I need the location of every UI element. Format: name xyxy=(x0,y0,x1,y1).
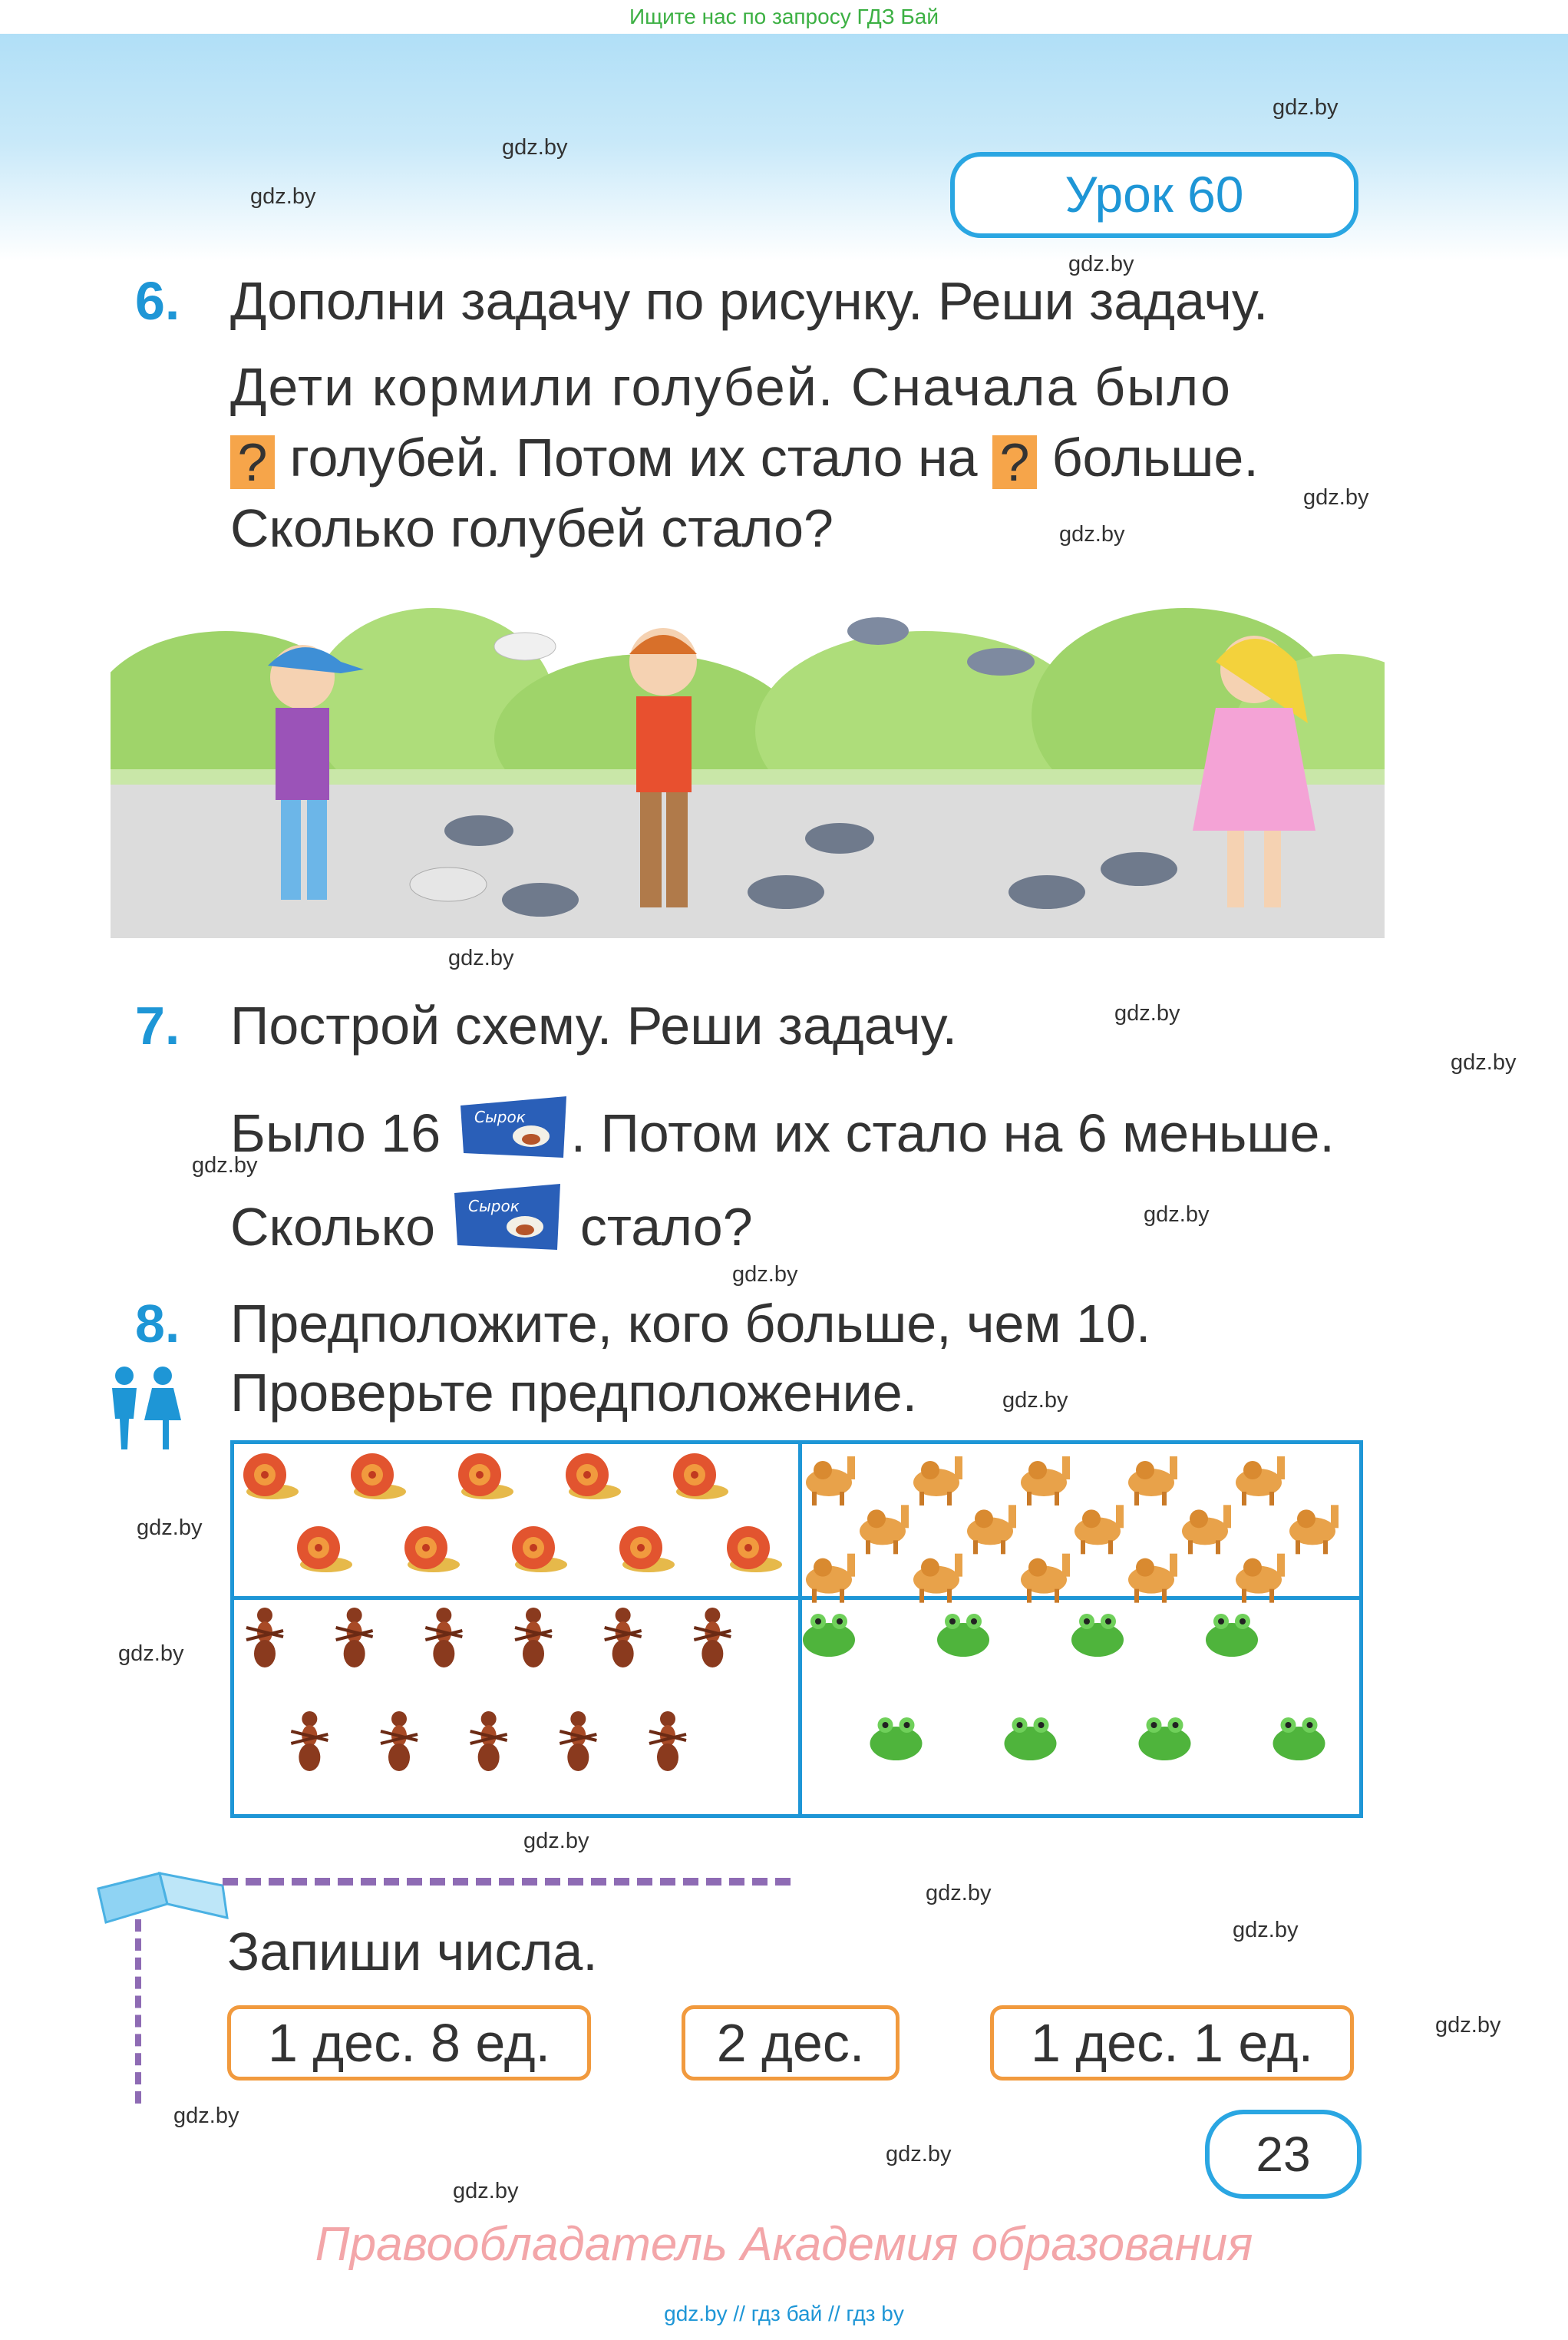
watermark: gdz.by xyxy=(502,135,568,160)
watermark: gdz.by xyxy=(1114,1001,1180,1026)
watermark: gdz.by xyxy=(453,2179,519,2203)
task-6-instruction: Дополни задачу по рисунку. Реши задачу. xyxy=(230,271,1269,331)
watermark: gdz.by xyxy=(137,1515,203,1540)
dashed-line xyxy=(223,1878,791,1886)
watermark: gdz.by xyxy=(1273,95,1339,120)
scene-svg xyxy=(111,577,1385,938)
watermark: gdz.by xyxy=(1059,522,1125,547)
unknown-box: ? xyxy=(230,435,275,489)
camel-icon xyxy=(967,1505,1016,1554)
pair-work-icon xyxy=(98,1365,190,1455)
frog-icon xyxy=(870,1717,923,1760)
watermark: gdz.by xyxy=(1144,1202,1210,1227)
task-7-line2 xyxy=(230,1179,753,1268)
task-7-number: 7. xyxy=(135,996,180,1056)
task-7-line2-end: стало? xyxy=(579,1197,753,1257)
watermark: gdz.by xyxy=(1303,485,1369,510)
frog-icon xyxy=(803,1614,855,1657)
camel-icon xyxy=(1289,1505,1339,1554)
copyright: Правообладатель Академия образования xyxy=(315,2218,1253,2271)
frog-icon xyxy=(937,1614,989,1657)
snail-icon xyxy=(243,1453,299,1499)
ant-icon xyxy=(560,1711,596,1771)
frog-icon xyxy=(1273,1717,1325,1760)
watermark: gdz.by xyxy=(732,1262,798,1287)
task-6-line2-text: голубей. Потом их стало на xyxy=(289,428,978,488)
frog-icon xyxy=(1139,1717,1191,1760)
animals-grid xyxy=(230,1440,1363,1818)
task-8-number: 8. xyxy=(135,1294,180,1353)
task-6-line2 xyxy=(230,427,1259,492)
task-7-line1 xyxy=(230,1092,1335,1175)
snail-icon xyxy=(351,1453,406,1499)
ant-icon xyxy=(470,1711,507,1771)
camel-icon xyxy=(1128,1554,1177,1603)
ant-icon xyxy=(381,1711,418,1771)
camel-icon xyxy=(1074,1505,1124,1554)
ant-icon xyxy=(649,1711,686,1771)
snail-icon xyxy=(619,1526,675,1572)
task-7-instruction: Построй схему. Реши задачу. xyxy=(230,996,958,1056)
camel-icon xyxy=(806,1554,855,1603)
page-number: 23 xyxy=(1205,2110,1362,2199)
camel-icon xyxy=(913,1456,962,1505)
task-7-line1-end: . Потом их стало на 6 меньше. xyxy=(570,1103,1335,1163)
ant-icon xyxy=(605,1608,642,1667)
snail-icon xyxy=(673,1453,728,1499)
frog-icon xyxy=(1206,1614,1258,1657)
camel-icon xyxy=(1236,1456,1285,1505)
watermark: gdz.by xyxy=(448,946,514,970)
number-box: 1 дес. 1 ед. xyxy=(990,2005,1354,2081)
dashed-line xyxy=(135,1919,141,2104)
camel-icon xyxy=(1021,1554,1070,1603)
snail-icon xyxy=(727,1526,782,1572)
watermark: gdz.by xyxy=(523,1829,589,1853)
camel-icon xyxy=(860,1505,909,1554)
svg-text:Сырок: Сырок xyxy=(474,1108,526,1126)
snail-icon xyxy=(566,1453,621,1499)
watermark: gdz.by xyxy=(1002,1388,1068,1413)
task-7-line1-start: Было 16 xyxy=(230,1103,441,1163)
watermark: gdz.by xyxy=(118,1641,184,1666)
camel-icon xyxy=(806,1456,855,1505)
frog-icon xyxy=(1071,1614,1124,1657)
frog-icon xyxy=(1005,1717,1057,1760)
children-feeding-pigeons-illustration xyxy=(111,577,1385,938)
ant-icon xyxy=(336,1608,373,1667)
camel-icon xyxy=(1021,1456,1070,1505)
animals-svg xyxy=(234,1444,1359,1814)
snail-icon xyxy=(297,1526,352,1572)
camel-icon xyxy=(1236,1554,1285,1603)
watermark: gdz.by xyxy=(1233,1918,1299,1942)
watermark: gdz.by xyxy=(173,2104,239,2128)
watermark: gdz.by xyxy=(192,1153,258,1178)
task-6-line2-end: больше. xyxy=(1051,428,1259,488)
watermark: gdz.by xyxy=(1451,1050,1517,1075)
task-7-line2-start: Сколько xyxy=(230,1197,436,1257)
task-6-line3: Сколько голубей стало? xyxy=(230,498,834,558)
number-box: 2 дес. xyxy=(682,2005,900,2081)
camel-icon xyxy=(1128,1456,1177,1505)
task-6-line1: Дети кормили голубей. Сначала было xyxy=(230,357,1232,417)
ant-icon xyxy=(694,1608,731,1667)
number-box: 1 дес. 8 ед. xyxy=(227,2005,591,2081)
curd-snack-icon xyxy=(456,1092,571,1175)
ant-icon xyxy=(515,1608,552,1667)
ant-icon xyxy=(246,1608,283,1667)
snail-icon xyxy=(458,1453,513,1499)
ant-icon xyxy=(291,1711,328,1771)
task-8-line1: Предположите, кого больше, чем 10. xyxy=(230,1294,1151,1353)
open-book-icon xyxy=(91,1858,236,1954)
record-instruction: Запиши числа. xyxy=(227,1922,598,1981)
unknown-box: ? xyxy=(992,435,1037,489)
watermark: gdz.by xyxy=(926,1881,992,1905)
task-6-number: 6. xyxy=(135,271,180,331)
camel-icon xyxy=(913,1554,962,1603)
footer-links: gdz.by // гдз бай // гдз by xyxy=(664,2302,904,2325)
snail-icon xyxy=(404,1526,460,1572)
lesson-title: Урок 60 xyxy=(950,152,1358,238)
svg-text:Сырок: Сырок xyxy=(468,1197,520,1215)
curd-snack-icon xyxy=(450,1179,565,1268)
ant-icon xyxy=(425,1608,462,1667)
task-8-line2: Проверьте предположение. xyxy=(230,1363,918,1423)
watermark: gdz.by xyxy=(250,184,316,209)
top-note: Ищите нас по запросу ГДЗ Бай xyxy=(0,0,1568,34)
watermark: gdz.by xyxy=(1435,2013,1501,2038)
snail-icon xyxy=(512,1526,567,1572)
watermark: gdz.by xyxy=(1068,252,1134,276)
camel-icon xyxy=(1182,1505,1231,1554)
watermark: gdz.by xyxy=(886,2142,952,2166)
